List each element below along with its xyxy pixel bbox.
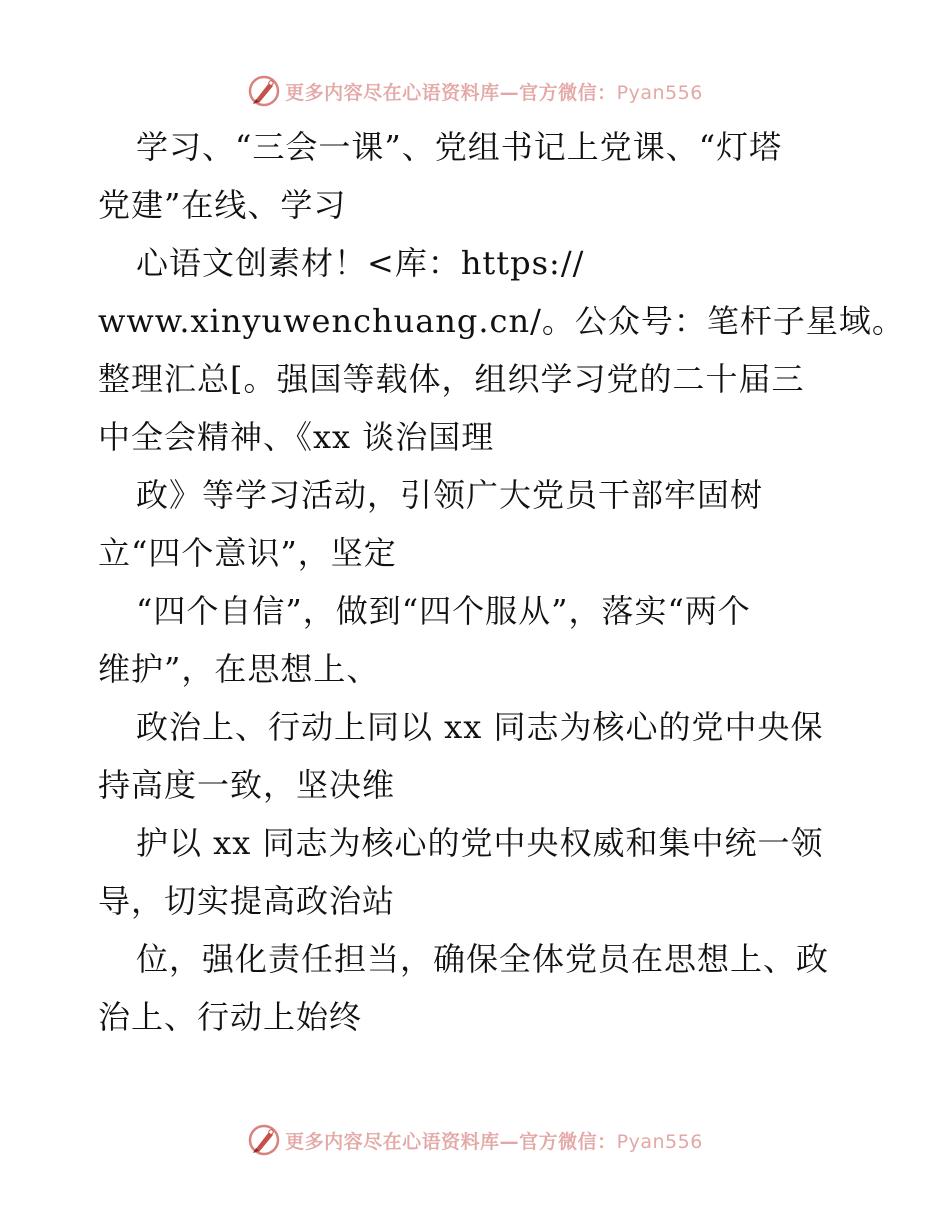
footer-watermark-handle: Pyan556 [616, 1130, 703, 1153]
text-line: 中全会精神、《xx 谈治国理 [98, 418, 495, 456]
text-line: 护以 xx 同志为核心的党中央权威和集中统一领 [136, 824, 824, 862]
pen-logo-icon [247, 1123, 281, 1157]
header-watermark-caption: 更多内容尽在心语资料库—官方微信： [285, 81, 617, 104]
header-watermark-text [285, 78, 703, 105]
text-line: 治上、行动上始终 [98, 998, 363, 1036]
text-line: 持高度一致，坚决维 [98, 766, 396, 804]
header-watermark [0, 71, 950, 111]
footer-watermark-text [285, 1127, 703, 1154]
text-line: “四个自信”，做到“四个服从”，落实“两个 [136, 592, 751, 630]
text-line: 政》等学习活动，引领广大党员干部牢固树 [136, 476, 764, 514]
footer-watermark [0, 1120, 950, 1160]
text-line: 立“四个意识”，坚定 [98, 534, 397, 572]
header-watermark-handle: Pyan556 [616, 81, 703, 104]
text-line: 维护”，在思想上、 [98, 650, 380, 688]
text-line: 党建”在线、学习 [98, 186, 347, 224]
text-line: 位，强化责任担当，确保全体党员在思想上、政 [136, 940, 830, 978]
text-line: 政治上、行动上同以 xx 同志为核心的党中央保 [136, 708, 824, 746]
text-line: 整理汇总[。强国等载体，组织学习党的二十届三 [98, 360, 805, 398]
text-line: 心语文创素材！<库：https:// [136, 244, 585, 282]
document-body [98, 118, 905, 1046]
pen-logo-icon [247, 74, 281, 108]
text-line: 学习、“三会一课”、党组书记上党课、“灯塔 [136, 128, 783, 166]
text-line: www.xinyuwenchuang.cn/。公众号：笔杆子星域。 [98, 302, 905, 340]
footer-watermark-caption: 更多内容尽在心语资料库—官方微信： [285, 1130, 617, 1153]
text-line: 导，切实提高政治站 [98, 882, 396, 920]
